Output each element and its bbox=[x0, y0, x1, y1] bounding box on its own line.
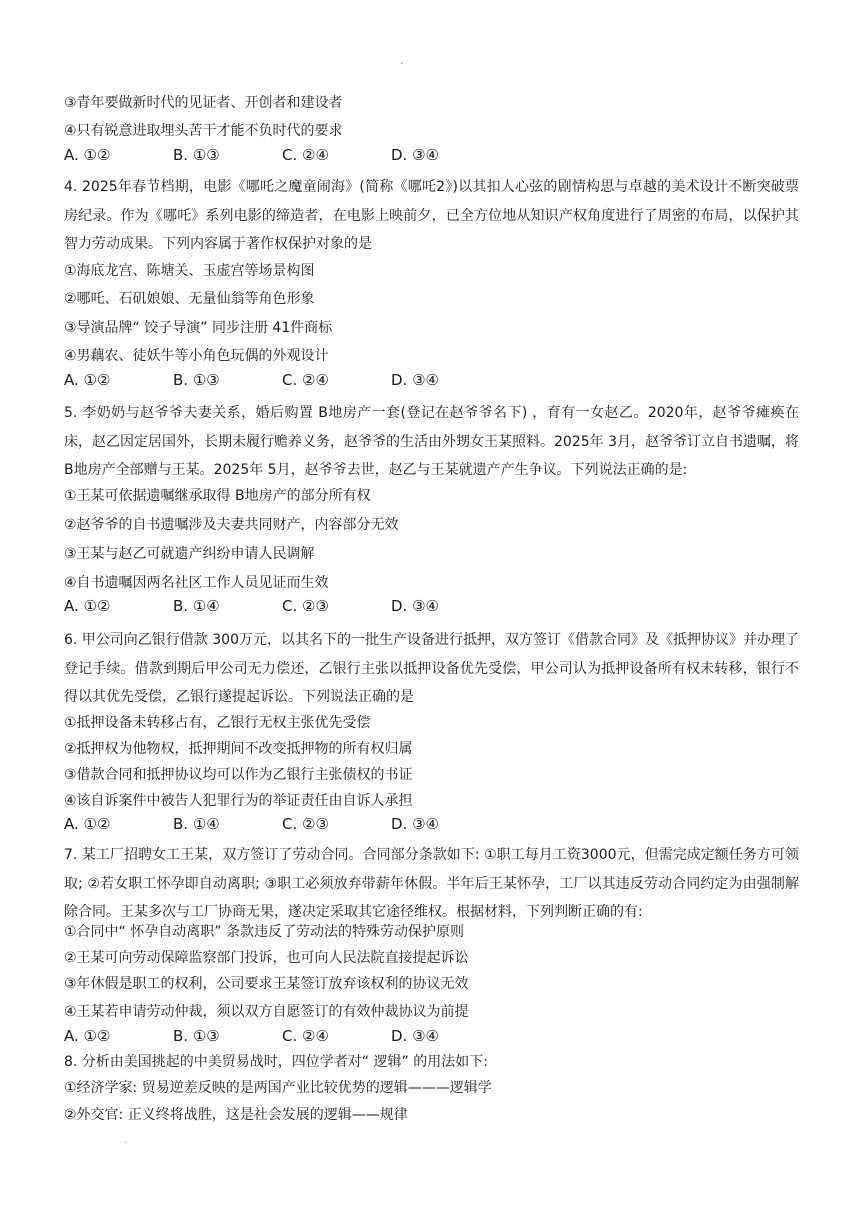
q7-stem: 7. 某工厂招聘女工王某，双方签订了劳动合同。合同部分条款如下: ①职工每月工资3000元，但需完成定额任务方可领取; ②若女职工怀孕即自动离职; ③职工必须放弃带薪年休假。半年后王某怀孕，工厂以其违反劳动合同约定为由强制解除合同。王某多次与工厂协商无果，遂决定采取其它途径维权。根据材料，下列判断正确的有: bbox=[64, 847, 799, 920]
q7-option-a: A. ①② bbox=[64, 1027, 111, 1045]
q3-option-d: D. ③④ bbox=[391, 146, 439, 164]
q3-statement-3: ③青年要做新时代的见证者、开创者和建设者 bbox=[64, 95, 343, 111]
q4-statement-3: ③导演品牌“ 饺子导演” 同步注册 41件商标 bbox=[64, 320, 333, 336]
q5-option-c: C. ②③ bbox=[282, 597, 329, 615]
q4-stem: 4. 2025年春节档期，电影《哪吒之魔童闹海》(简称《哪吒2》)以其扣人心弦的剧情构思与卓越的美术设计不断突破票房纪录。作为《哪吒》系列电影的缔造者，在电影上映前夕，已全方位地从知识产权角度进行了周密的布局，以保护其智力劳动成果。下列内容属于著作权保护对象的是 bbox=[64, 179, 799, 252]
q8-stem: 8. 分析由美国挑起的中美贸易战时，四位学者对“ 逻辑” 的用法如下: bbox=[64, 1054, 488, 1070]
q6-statement-2: ②抵押权为他物权，抵押期间不改变抵押物的所有权归属 bbox=[64, 741, 413, 757]
q3-options bbox=[64, 145, 500, 165]
q6-statement-1: ①抵押设备未转移占有，乙银行无权主张优先受偿 bbox=[64, 715, 371, 731]
header-mark: . bbox=[400, 56, 404, 67]
q6-statement-4: ④该自诉案件中被告人犯罪行为的举证责任由自诉人承担 bbox=[64, 793, 413, 809]
q7-option-c: C. ②④ bbox=[282, 1027, 329, 1045]
q5-statement-3: ③王某与赵乙可就遗产纠纷申请人民调解 bbox=[64, 546, 315, 562]
footer-mark: . bbox=[124, 1135, 128, 1146]
q6-stem: 6. 甲公司向乙银行借款 300万元，以其名下的一批生产设备进行抵押，双方签订《借款合同》及《抵押协议》并办理了登记手续。借款到期后甲公司无力偿还，乙银行主张以抵押设备优先受偿，甲公司认为抵押设备所有权未转移，银行不得以其优先受偿，乙银行遂提起诉讼。下列说法正确的是 bbox=[64, 632, 799, 705]
q5-statement-1: ①王某可依据遗嘱继承取得 B地房产的部分所有权 bbox=[64, 488, 371, 504]
q7-statement-3: ③年休假是职工的权利，公司要求王某签订放弃该权利的协议无效 bbox=[64, 976, 469, 992]
q7-statement-2: ②王某可向劳动保障监察部门投诉，也可向人民法院直接提起诉讼 bbox=[64, 950, 469, 966]
q4-statement-2: ②哪吒、石矶娘娘、无量仙翁等角色形象 bbox=[64, 291, 315, 307]
q5-option-a: A. ①② bbox=[64, 597, 111, 615]
q3-option-a: A. ①② bbox=[64, 146, 111, 164]
q5-statement-2: ②赵爷爷的自书遗嘱涉及夫妻共同财产，内容部分无效 bbox=[64, 517, 399, 533]
q8-statement-1: ①经济学家: 贸易逆差反映的是两国产业比较优势的逻辑———逻辑学 bbox=[64, 1080, 492, 1096]
q3-statement-4: ④只有锐意进取埋头苦干才能不负时代的要求 bbox=[64, 123, 343, 139]
q5-option-b: B. ①④ bbox=[173, 597, 220, 615]
q4-option-c: C. ②④ bbox=[282, 371, 329, 389]
q6-option-b: B. ①④ bbox=[173, 815, 220, 833]
q6-statement-3: ③借款合同和抵押协议均可以作为乙银行主张债权的书证 bbox=[64, 767, 413, 783]
q6-option-d: D. ③④ bbox=[391, 815, 439, 833]
q7-statement-1: ①合同中“ 怀孕自动离职” 条款违反了劳动法的特殊劳动保护原则 bbox=[64, 924, 464, 940]
q5-option-d: D. ③④ bbox=[391, 597, 439, 615]
q4-statement-4: ④男藕农、徒妖牛等小角色玩偶的外观设计 bbox=[64, 348, 329, 364]
q6-options bbox=[64, 814, 500, 834]
q4-statement-1: ①海底龙宫、陈塘关、玉虚宫等场景构图 bbox=[64, 263, 315, 279]
q7-statement-4: ④王某若申请劳动仲裁，须以双方自愿签订的有效仲裁协议为前提 bbox=[64, 1004, 469, 1020]
q4-option-b: B. ①③ bbox=[173, 371, 220, 389]
q5-statement-4: ④自书遗嘱因两名社区工作人员见证而生效 bbox=[64, 575, 329, 591]
q3-option-b: B. ①③ bbox=[173, 146, 220, 164]
q6-option-c: C. ②③ bbox=[282, 815, 329, 833]
q5-options bbox=[64, 596, 500, 616]
q4-options bbox=[64, 370, 500, 390]
q7-options bbox=[64, 1026, 500, 1046]
q8-statement-2: ②外交官: 正义终将战胜，这是社会发展的逻辑——规律 bbox=[64, 1107, 408, 1123]
q7-option-d: D. ③④ bbox=[391, 1027, 439, 1045]
q4-option-d: D. ③④ bbox=[391, 371, 439, 389]
q4-option-a: A. ①② bbox=[64, 371, 111, 389]
q5-stem: 5. 李奶奶与赵爷爷夫妻关系，婚后购置 B地房产一套(登记在赵爷爷名下) ，育有一女赵乙。2020年，赵爷爷瘫痪在床，赵乙因定居国外，长期未履行赡养义务，赵爷爷的生活由外甥女王某照料。2025年 3月，赵爷爷订立自书遗嘱，将 B地房产全部赠与王某。2025年 5月，赵爷爷去世，赵乙与王某就遗产产生争议。下列说法正确的是: bbox=[64, 405, 799, 478]
q7-option-b: B. ①③ bbox=[173, 1027, 220, 1045]
q6-option-a: A. ①② bbox=[64, 815, 111, 833]
q3-option-c: C. ②④ bbox=[282, 146, 329, 164]
